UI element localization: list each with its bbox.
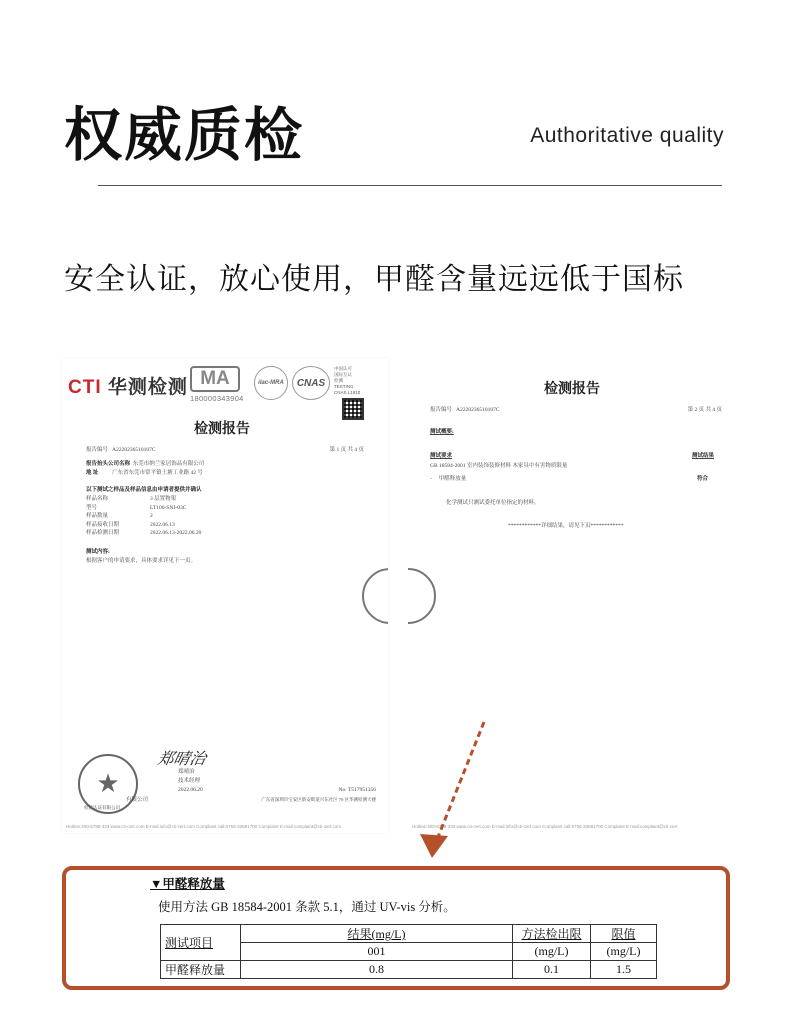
report-title: 检测报告 — [544, 381, 600, 397]
cnas-notes — [334, 366, 364, 396]
sample-value: 3 层置物架 — [150, 496, 177, 502]
confirm-note-text: 以下测试之样品及样品信息由申请者提供并确认 — [86, 487, 202, 493]
test-content — [86, 548, 196, 565]
sample-info — [86, 495, 201, 538]
cnas-note: 国际互认 — [334, 372, 352, 377]
cti-logo — [68, 372, 188, 399]
side-seal — [408, 568, 436, 624]
sample-row — [86, 495, 201, 504]
report-footer: Hotline:400-6788-333 www.cti-cert.com E-mail:info@cti-cert.com Complaint call:0755-33681700 Complaint E-mail:complaint@cti-cert.com — [66, 824, 341, 829]
row-mdl: 0.1 — [513, 961, 591, 979]
sample-row — [86, 504, 201, 513]
scope-note: 化学测试只测试委托单位指定的材料。 — [446, 500, 540, 506]
client-row — [86, 460, 204, 469]
certification-marks — [190, 366, 364, 404]
qr-code-icon — [342, 398, 364, 420]
page-subtitle: Authoritative quality — [530, 124, 724, 147]
cnas-note: 中国认可 — [334, 366, 352, 371]
report-title: 检测报告 — [194, 421, 250, 437]
test-item-row: - 甲醛释放量 — [430, 476, 467, 482]
sample-key: 样品名称 — [86, 496, 109, 502]
cnas-note: 检测 — [334, 378, 343, 383]
title-divider — [98, 185, 722, 186]
sample-key: 型号 — [86, 504, 98, 511]
confirm-note — [86, 486, 202, 495]
cnas-note: TESTING — [334, 384, 354, 389]
result-label — [692, 452, 714, 461]
tagline: 安全认证，放心使用，甲醛含量远远低于国标 — [64, 262, 684, 297]
report-page-1 — [62, 358, 388, 833]
cma-number: 180000343904 — [190, 394, 244, 403]
side-seal — [362, 568, 388, 624]
report-number-row — [430, 406, 500, 415]
test-content-label: 测试内容: — [86, 549, 110, 555]
signer-title: 技术经理 — [178, 778, 201, 784]
results-table — [160, 924, 657, 979]
sample-value: 2022.06.13 — [150, 521, 175, 528]
row-item: 甲醛释放量 — [161, 961, 241, 979]
report-number-row — [86, 446, 156, 455]
method-text: 使用方法 GB 18584-2001 条款 5.1，通过 UV-vis 分析。 — [158, 900, 456, 914]
report-number-label: 报告编号 — [430, 407, 453, 413]
standard-text: GB 18584-2001 室内装饰装修材料 木家具中有害物质限量 — [430, 463, 568, 469]
test-item-result-text: 符合 — [696, 476, 708, 482]
requirement-label-text: 测试要求 — [430, 453, 453, 459]
address-label: 地 址 — [86, 470, 99, 476]
col-mdl-header: 方法检出限 — [513, 925, 591, 943]
test-item-result — [697, 475, 708, 484]
signer-name: 郑晴治 — [178, 769, 195, 775]
company-tail: 有限公司 — [126, 797, 149, 803]
col-limit-header: 限值 — [591, 925, 657, 943]
ilac-mra-mark: ilac-MRA — [254, 366, 288, 400]
sample-row — [86, 521, 201, 530]
sample-key: 样品数量 — [86, 513, 109, 519]
col-result-header: 结果(mg/L) — [241, 925, 513, 943]
sample-key: 样品接收日期 — [86, 521, 120, 528]
client-name: 东莞市纳兰家居饰品有限公司 — [132, 461, 205, 467]
test-item: 甲醛释放量 — [438, 476, 467, 482]
cma-label: MA — [190, 366, 240, 392]
sample-key: 样品检测日期 — [86, 530, 120, 536]
formaldehyde-detail-box — [62, 866, 730, 990]
table-row — [161, 961, 657, 979]
page-title: 权威质检 — [64, 101, 305, 169]
sign-date: 2022.06.20 — [178, 787, 203, 793]
sample-value: 2 — [150, 513, 153, 519]
cnas-mark: CNAS — [292, 366, 330, 400]
signature: 郑晴治 — [155, 749, 208, 768]
col-item-header: 测试项目 — [161, 925, 241, 961]
cti-logo-latin: CTI — [68, 377, 102, 398]
pointer-arrow-icon — [410, 718, 500, 868]
company-seal: ★ — [78, 754, 138, 814]
col-limit-unit: (mg/L) — [591, 943, 657, 961]
client-label: 报告抬头公司名称 — [86, 461, 131, 467]
row-result: 0.8 — [241, 961, 513, 979]
seal-company: 检验认证有限公司 — [84, 805, 120, 810]
requirement-label — [430, 452, 452, 461]
report-number: A2220236510107C — [456, 407, 500, 413]
formaldehyde-heading: ▼甲醛释放量 — [150, 877, 225, 891]
test-content-text: 根据客户的申请要求，具体要求详见下一页。 — [86, 557, 197, 564]
formaldehyde-detail — [150, 874, 670, 977]
report-number: A2220236510107C — [112, 447, 156, 453]
cnas-note: CNAS L1910 — [334, 390, 361, 395]
sample-row — [86, 529, 201, 538]
page-indicator: 第 1 页 共 4 页 — [329, 447, 364, 453]
report-number-label: 报告编号 — [86, 447, 109, 453]
col-mdl-unit: (mg/L) — [513, 943, 591, 961]
cma-mark — [190, 366, 250, 404]
col-result-id: 001 — [241, 943, 513, 961]
address-row — [86, 469, 203, 478]
detail-note: ************详细结果，请见下页************ — [508, 523, 624, 529]
summary-label-text: 测试概要: — [430, 429, 454, 435]
sample-row — [86, 512, 201, 521]
signature-area — [76, 746, 376, 826]
footer-address: 广东省深圳市宝安区新安街道兴东社区 70 区华测检测大楼 — [261, 797, 376, 802]
serial-number: No. T517951356 — [338, 787, 376, 793]
row-limit: 1.5 — [591, 961, 657, 979]
report-footer: Hotline:400-6788-333 www.cti-cert.com E-mail:info@cti-cert.com Complaint call:0755-33681700 Complaint E-mail:complaint@cti-cert — [412, 824, 678, 829]
result-label-text: 测试结果 — [691, 453, 714, 459]
summary-label — [430, 428, 454, 437]
address-value: 广东省东莞市常平镇土塘工业路 42 号 — [112, 470, 203, 476]
table-header-row — [161, 925, 657, 943]
cti-logo-cn: 华测检测 — [107, 377, 188, 398]
sample-value: 2022.06.13-2022.06.20 — [150, 530, 202, 536]
sample-value: LT100-SNJ-03C — [150, 504, 187, 511]
page-indicator: 第 2 页 共 4 页 — [687, 407, 722, 413]
